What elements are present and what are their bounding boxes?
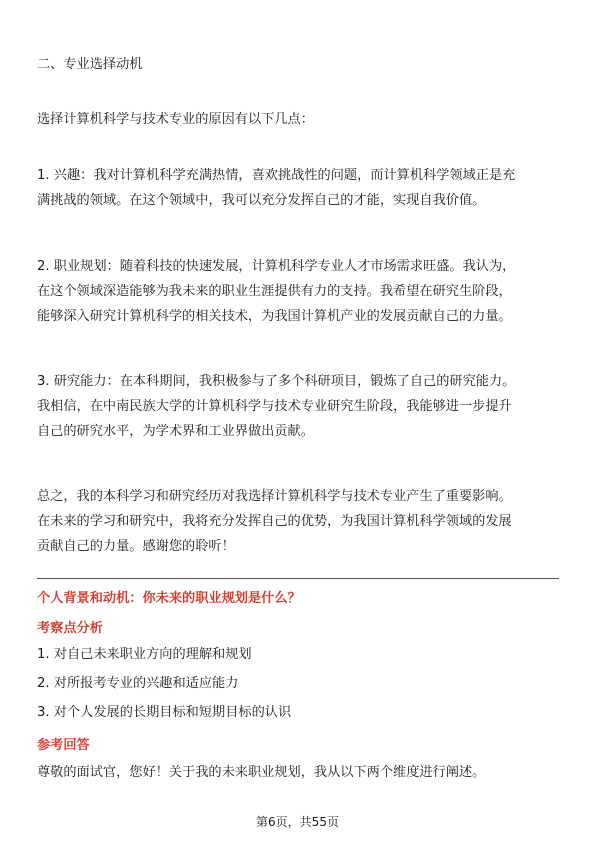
point-research-paragraph: 3. 研究能力：在本科期间，我积极参与了多个科研项目，锻炼了自己的研究能力。 我相信，在中南民族大学的计算机科学与技术专业研究生阶段，我能够进一步提升 自己的研究水平，为学术界和工业界做出贡献。: [37, 374, 516, 439]
intro-paragraph: 选择计算机科学与技术专业的原因有以下几点：: [37, 112, 314, 127]
analysis-item: 1. 对自己未来职业方向的理解和规划: [37, 647, 252, 662]
analysis-heading: 考察点分析: [37, 621, 103, 636]
answer-heading: 参考回答: [37, 738, 90, 753]
answer-text: 尊敬的面试官，您好！关于我的未来职业规划，我从以下两个维度进行阐述。: [37, 765, 486, 780]
point-career-paragraph: 2. 职业规划：随着科技的快速发展，计算机科学专业人才市场需求旺盛。我认为， 在这个领域深造能够为我未来的职业生涯提供有力的支持。我希望在研究生阶段， 能够深入研究计算机科学的相关技术，为我国计算机产业的发展贡献自己的力量。: [37, 259, 516, 324]
conclusion-paragraph: 总之，我的本科学习和研究经历对我选择计算机科学与技术专业产生了重要影响。 在未来的学习和研究中，我将充分发挥自己的优势，为我国计算机科学领域的发展 贡献自己的力量。感谢您的聆听！: [37, 489, 512, 554]
section-title: 二、专业选择动机: [37, 57, 143, 72]
point-interest-paragraph: 1. 兴趣：我对计算机科学充满热情，喜欢挑战性的问题，而计算机科学领域正是充 满挑战的领域。在这个领域中，我可以充分发挥自己的才能，实现自我价值。: [37, 168, 516, 208]
section-divider: [37, 578, 559, 579]
analysis-item: 2. 对所报考专业的兴趣和适应能力: [37, 676, 239, 691]
analysis-item: 3. 对个人发展的长期目标和短期目标的认识: [37, 705, 292, 720]
page-number: 第6页，共55页: [256, 815, 339, 829]
interview-question: 个人背景和动机：你未来的职业规划是什么？: [37, 591, 301, 606]
